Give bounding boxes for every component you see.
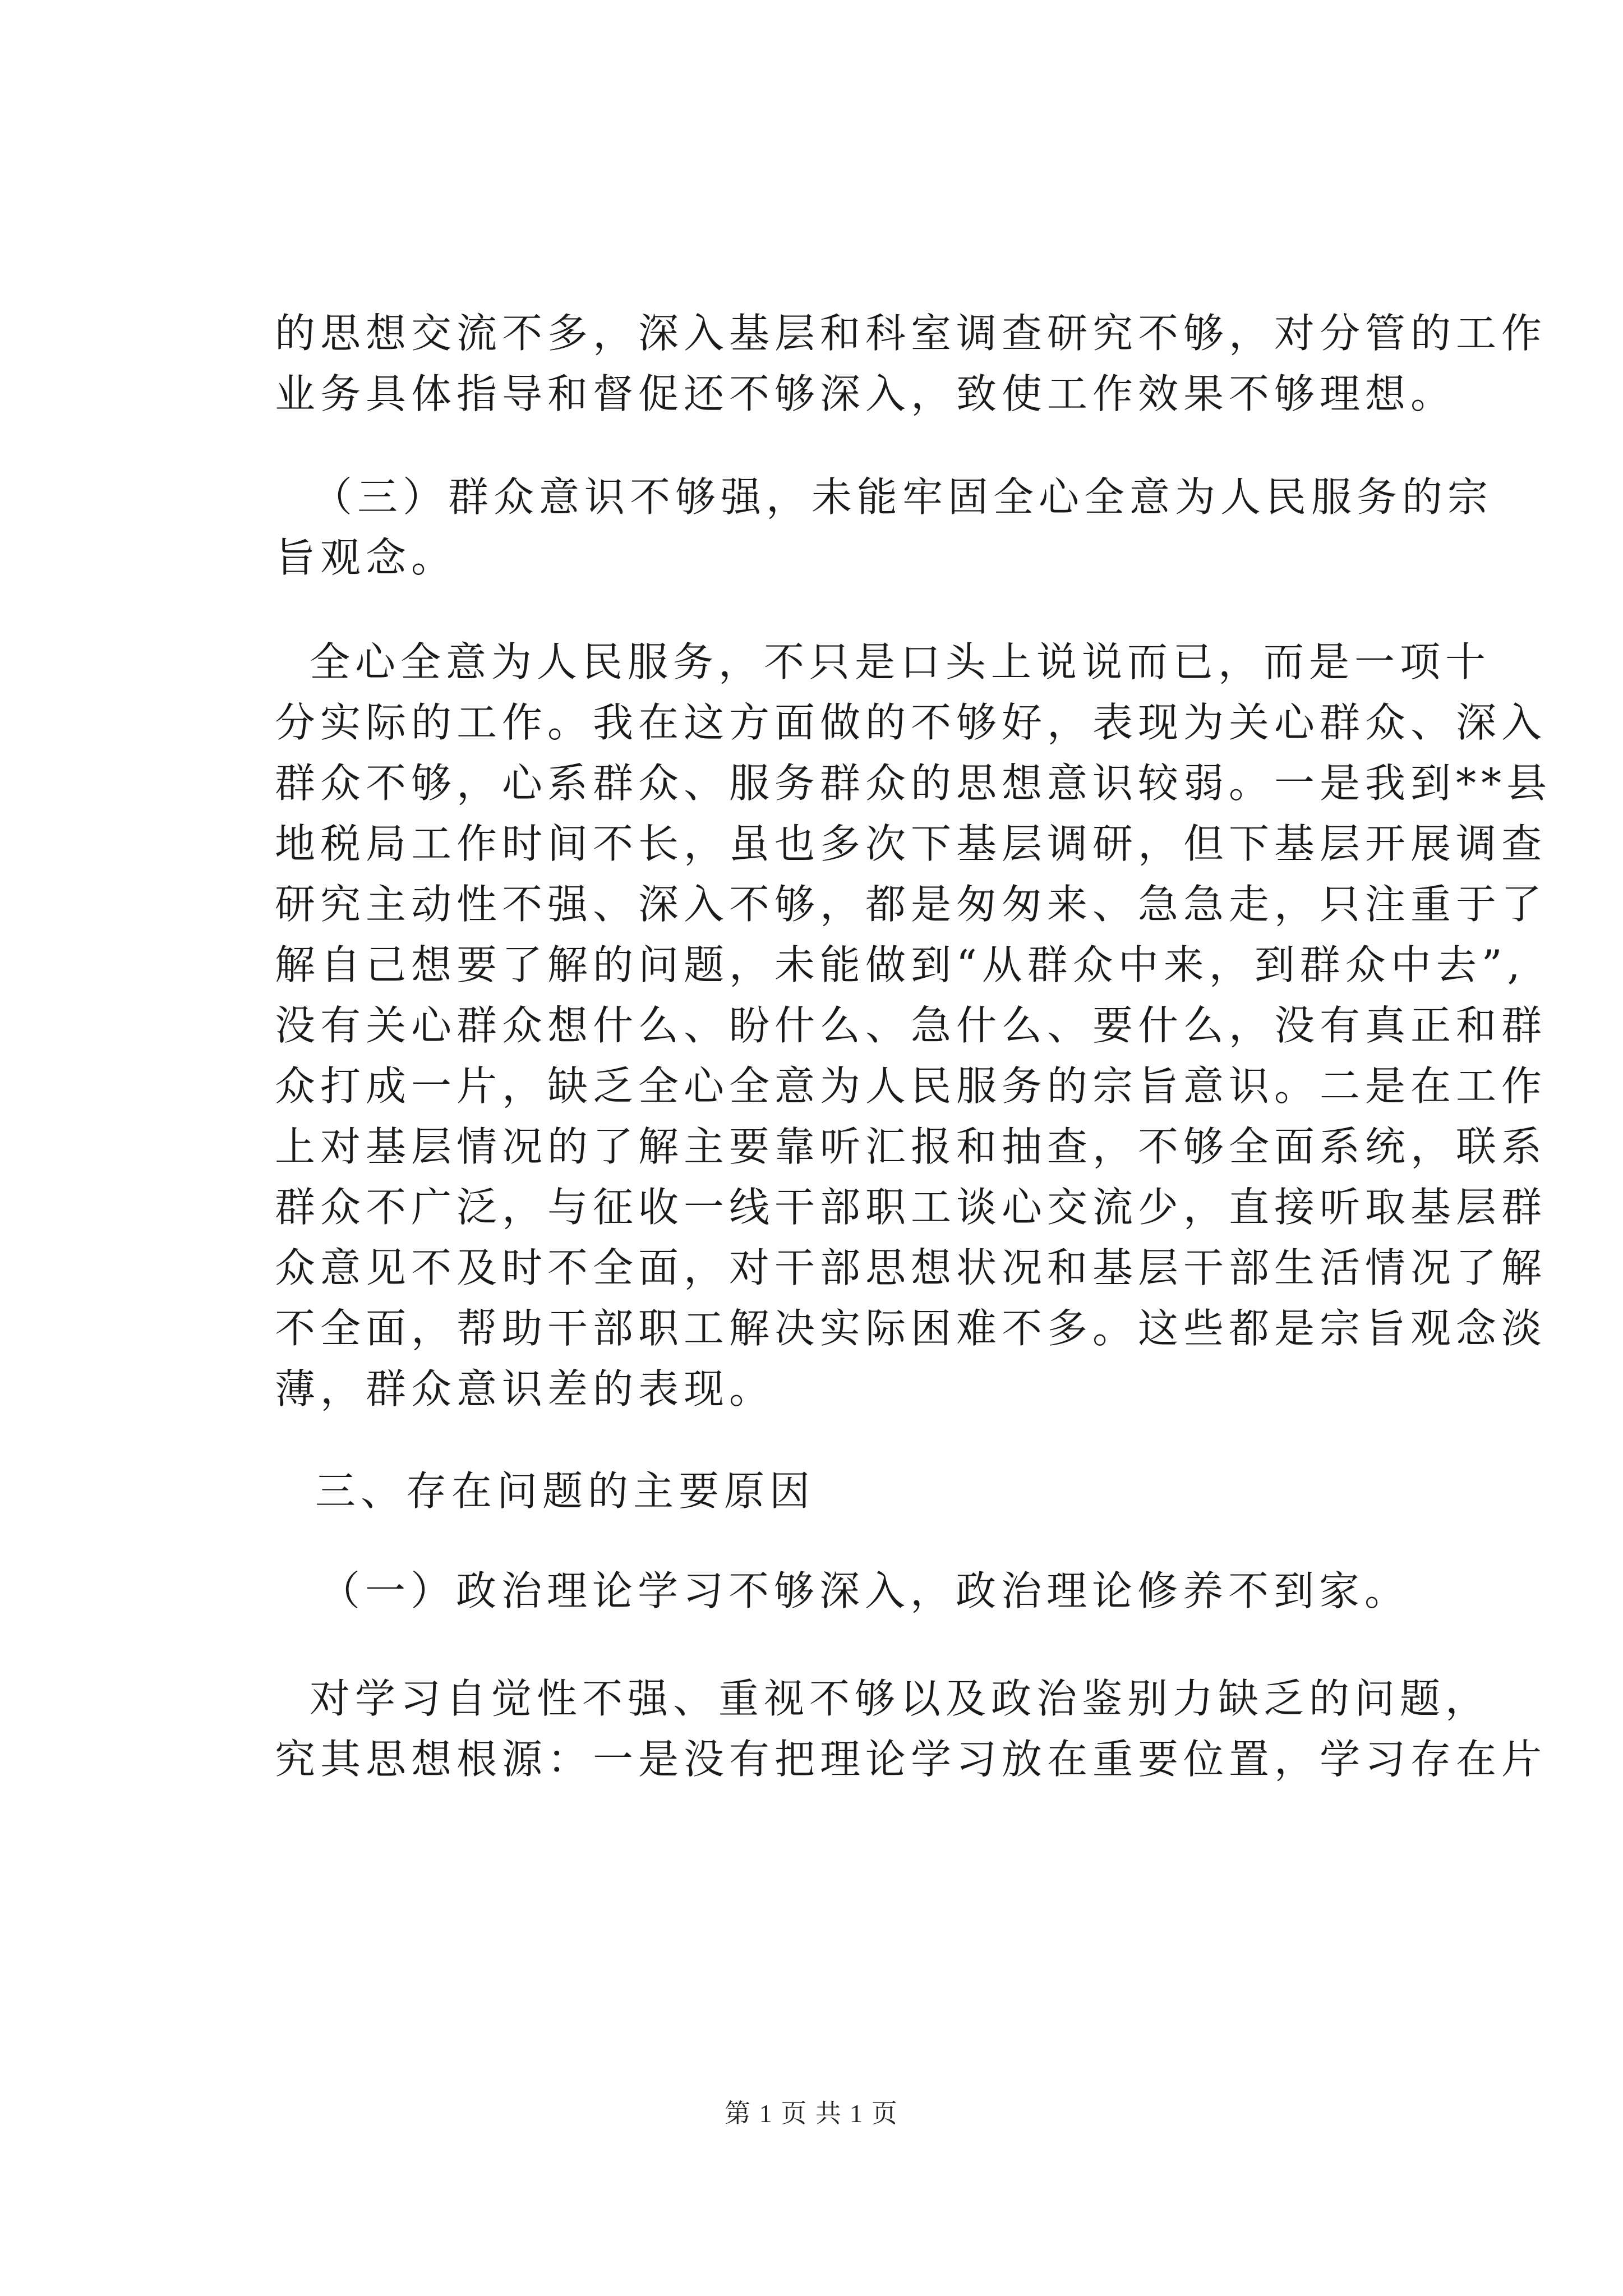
page-number-footer: 第 1 页 共 1 页	[725, 2099, 898, 2128]
text-line: 的思想交流不多，深入基层和科室调查研究不够，对分管的工作	[275, 310, 1547, 357]
paragraph-start: 全心全意为人民服务，不只是口头上说说而已，而是一项十	[310, 638, 1491, 685]
subsection-heading: （一）政治理论学习不够深入，政治理论修养不到家。	[320, 1567, 1410, 1614]
text-line: 不全面，帮助干部职工解决实际困难不多。这些都是宗旨观念淡	[275, 1305, 1547, 1352]
text-line: 众意见不及时不全面，对干部思想状况和基层干部生活情况了解	[275, 1244, 1547, 1291]
text-line: 群众不广泛，与征收一线干部职工谈心交流少，直接听取基层群	[275, 1184, 1547, 1231]
text-line: 地税局工作时间不长，虽也多次下基层调研，但下基层开展调查	[275, 820, 1547, 867]
paragraph-start: 对学习自觉性不强、重视不够以及政治鉴别力缺乏的问题，	[310, 1675, 1491, 1722]
text-line: 众打成一片，缺乏全心全意为人民服务的宗旨意识。二是在工作	[275, 1062, 1547, 1110]
text-line: 研究主动性不强、深入不够，都是匆匆来、急急走，只注重于了	[275, 881, 1547, 928]
text-line: 分实际的工作。我在这方面做的不够好，表现为关心群众、深入	[275, 699, 1547, 746]
text-line: 上对基层情况的了解主要靠听汇报和抽查，不够全面系统，联系	[275, 1123, 1547, 1170]
text-line: 解自己想要了解的问题，未能做到“从群众中来，到群众中去”,	[275, 941, 1525, 988]
text-line: 薄，群众意识差的表现。	[275, 1365, 775, 1412]
text-line: 群众不够，心系群众、服务群众的思想意识较弱。一是我到**县	[275, 760, 1552, 807]
section-heading: （三）群众意识不够强，未能牢固全心全意为人民服务的宗	[312, 473, 1493, 521]
section-heading: 三、存在问题的主要原因	[315, 1467, 815, 1515]
text-line: 业务具体指导和督促还不够深入，致使工作效果不够理想。	[275, 370, 1456, 417]
text-line: 旨观念。	[275, 534, 457, 581]
text-line: 究其思想根源：一是没有把理论学习放在重要位置，学习存在片	[275, 1736, 1547, 1783]
text-line: 没有关心群众想什么、盼什么、急什么、要什么，没有真正和群	[275, 1002, 1547, 1049]
